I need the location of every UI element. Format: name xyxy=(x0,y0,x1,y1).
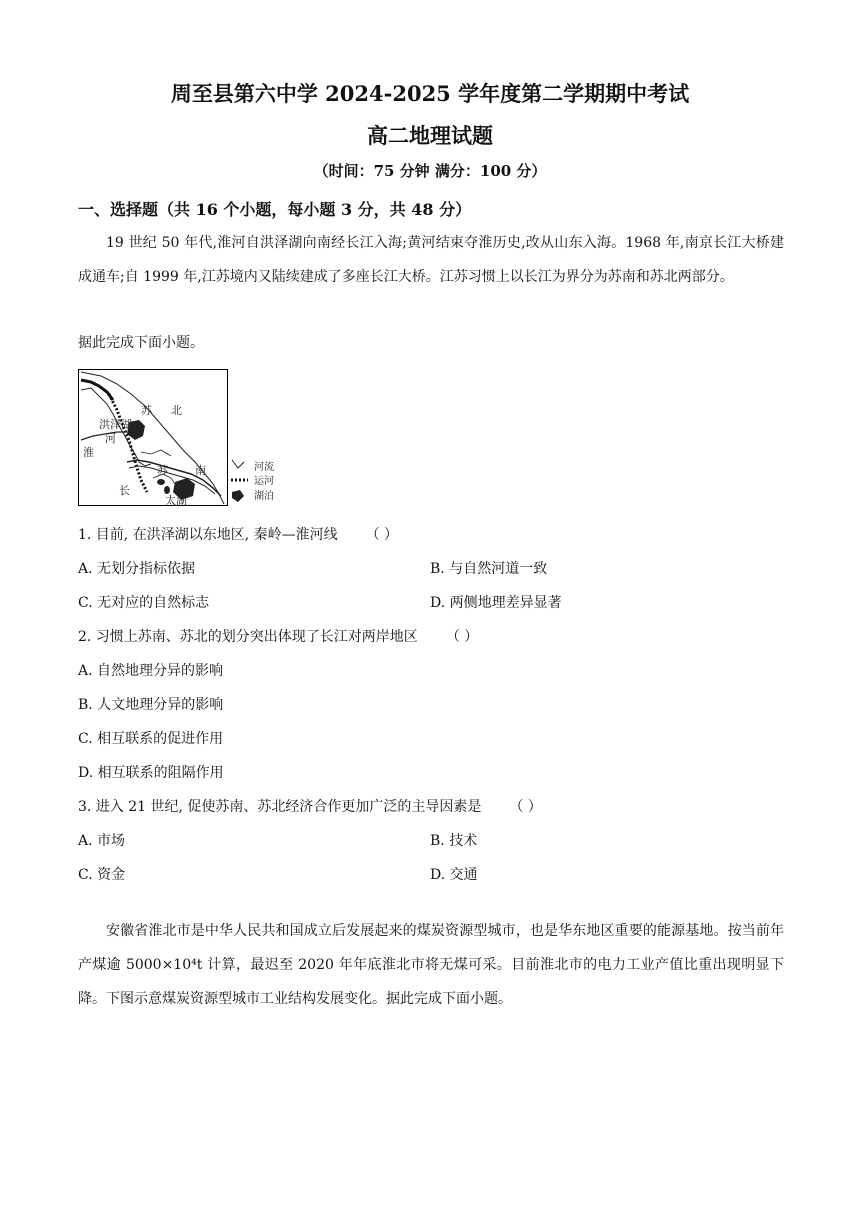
legend-river-label: 河流 xyxy=(254,462,274,473)
map-legend xyxy=(228,456,288,508)
exam-title: 周至县第六中学 2024-2025 学年度第二学期期中考试 xyxy=(170,81,690,106)
question-1-option-c[interactable]: C. 无对应的自然标志 xyxy=(78,595,210,611)
question-3-answer-blank: （ ） xyxy=(509,799,542,815)
question-3 xyxy=(78,796,542,816)
question-2-option-a[interactable]: A. 自然地理分异的影响 xyxy=(78,663,224,679)
huai-river xyxy=(81,432,127,440)
map-label-chang: 长 xyxy=(119,484,130,497)
question-3-option-d[interactable]: D. 交通 xyxy=(430,867,478,883)
section-heading: 一、选择题（共 16 个小题，每小题 3 分，共 48 分） xyxy=(78,200,472,219)
small-lake xyxy=(157,479,165,485)
map-label-su-north: 苏 xyxy=(141,404,152,417)
small-lake xyxy=(164,486,170,494)
coastline xyxy=(81,372,224,504)
question-2-option-c[interactable]: C. 相互联系的促进作用 xyxy=(78,731,224,747)
map-label-bei: 北 xyxy=(171,404,182,417)
exam-subtitle: 高二地理试题 xyxy=(367,123,493,148)
question-1-option-d[interactable]: D. 两侧地理差异显著 xyxy=(430,595,562,611)
lake-legend-icon xyxy=(232,490,244,502)
map-label-su-south: 苏 xyxy=(157,464,168,477)
inner-river xyxy=(141,450,171,456)
legend-canal-label: 运河 xyxy=(254,476,274,487)
question-3-option-b[interactable]: B. 技术 xyxy=(430,833,478,849)
map-label-hongze-lake: 洪泽湖 xyxy=(99,418,132,431)
passage-1: 19 世纪 50 年代,淮河自洪泽湖向南经长江入海;黄河结束夺淮历史,改从山东入海。1968 年,南京长江大桥建成通车;自 1999 年,江苏境内又陆续建成了多座长江大桥。江苏习惯上以长江为界分为苏南和苏北两部分。 xyxy=(78,235,784,285)
map-label-huai: 淮 xyxy=(83,446,94,459)
map-label-taihu: 太湖 xyxy=(165,494,187,506)
exam-time-info: （时间：75 分钟 满分：100 分） xyxy=(313,162,547,180)
question-3-option-a[interactable]: A. 市场 xyxy=(78,833,126,849)
question-1-stem: 1. 目前, 在洪泽湖以东地区, 秦岭—淮河线 xyxy=(78,527,338,543)
question-2 xyxy=(78,626,478,646)
question-1-option-b[interactable]: B. 与自然河道一致 xyxy=(430,561,548,577)
map-legend-svg xyxy=(228,456,288,508)
river-legend-icon xyxy=(232,460,244,468)
map-label-nan: 南 xyxy=(195,464,206,477)
question-1 xyxy=(78,524,398,544)
passage-1-instruction: 据此完成下面小题。 xyxy=(78,335,204,351)
jiangsu-map xyxy=(78,369,228,506)
question-2-stem: 2. 习惯上苏南、苏北的划分突出体现了长江对两岸地区 xyxy=(78,629,418,645)
question-3-option-c[interactable]: C. 资金 xyxy=(78,867,126,883)
jiangsu-map-svg xyxy=(79,370,228,506)
question-3-stem: 3. 进入 21 世纪, 促使苏南、苏北经济合作更加广泛的主导因素是 xyxy=(78,799,482,815)
question-2-option-b[interactable]: B. 人文地理分异的影响 xyxy=(78,697,224,713)
question-2-answer-blank: （ ） xyxy=(445,629,479,645)
old-river-course xyxy=(81,380,113,400)
legend-lake-label: 湖泊 xyxy=(254,491,274,502)
question-1-answer-blank: （ ） xyxy=(365,527,399,543)
question-2-option-d[interactable]: D. 相互联系的阻隔作用 xyxy=(78,765,224,781)
question-1-option-a[interactable]: A. 无划分指标依据 xyxy=(78,561,196,577)
map-label-he: 河 xyxy=(105,432,116,445)
passage-2: 安徽省淮北市是中华人民共和国成立后发展起来的煤炭资源型城市，也是华东地区重要的能源基地。按当前年产煤逾 5000×10⁴t 计算，最迟至 2020 年年底淮北市将无煤可采。目前淮北市的电力工业产值比重出现明显下降。下图示意煤炭资源型城市工业结构发展变化。据此完成下面小题。 xyxy=(78,923,784,1007)
